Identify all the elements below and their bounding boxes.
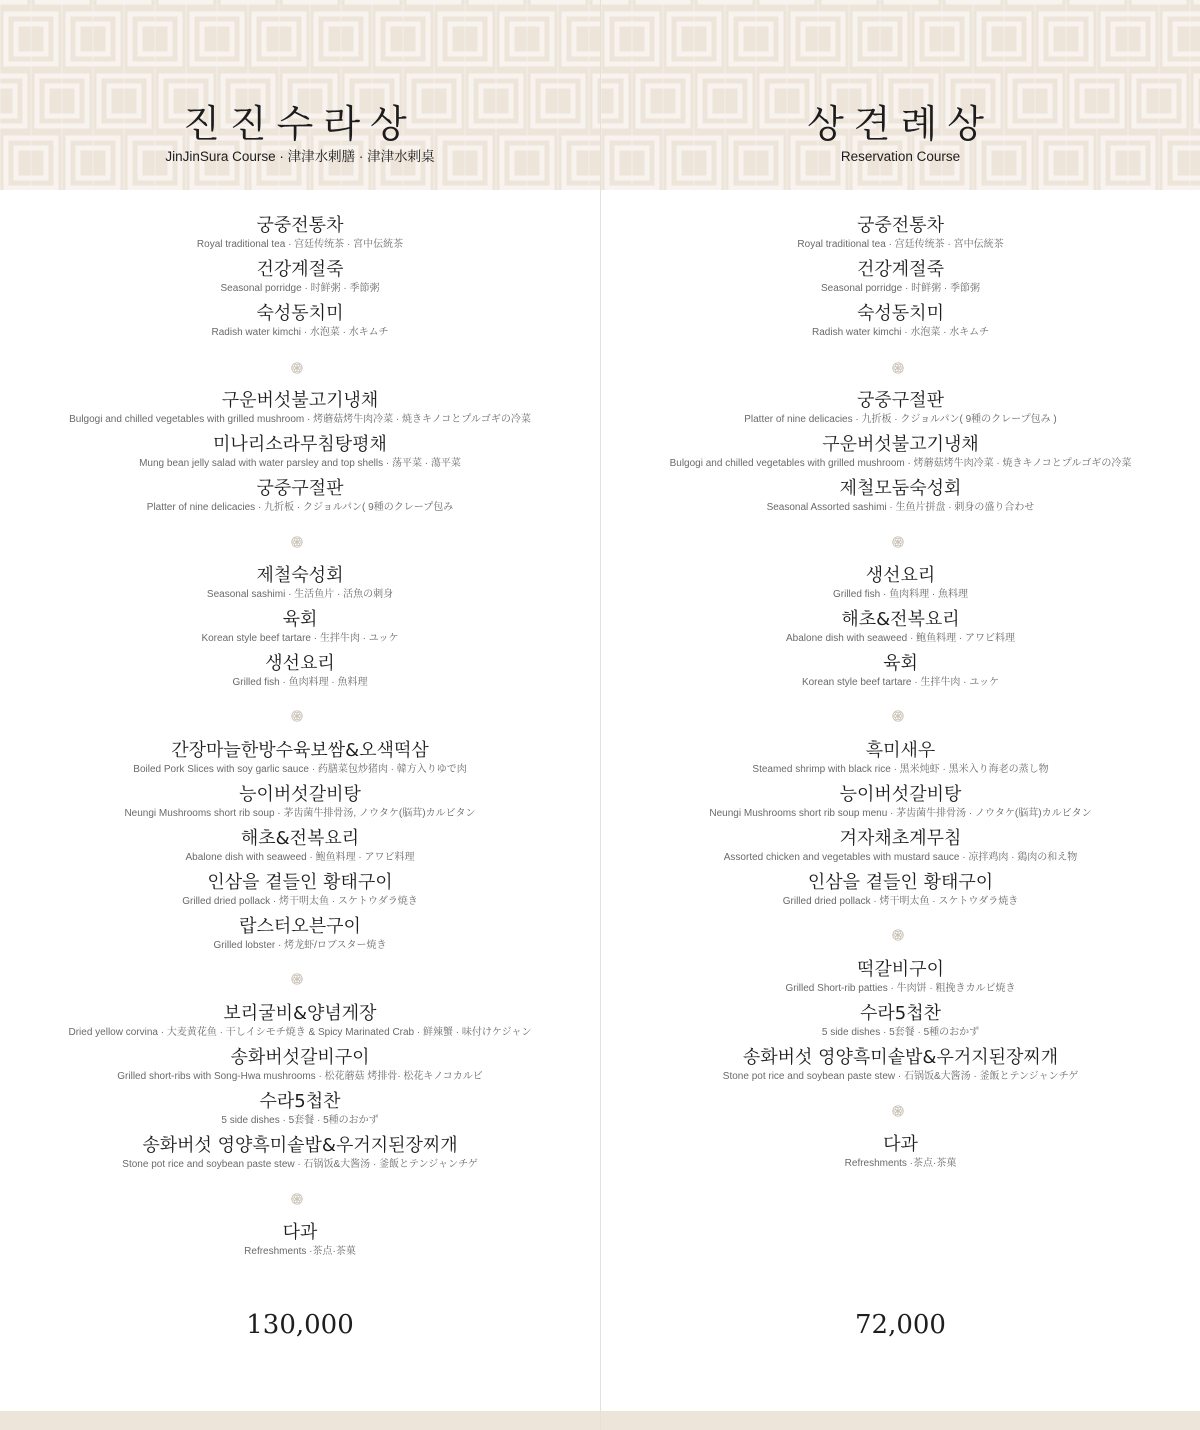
lattice-header [601, 0, 1200, 190]
menu-item [601, 872, 1200, 908]
divider-flower-icon [291, 710, 303, 722]
menu-item [0, 653, 600, 689]
dish-description: Platter of nine delicacies · 九折板 · クジョルパン( 9種のクレープ包み ) [744, 414, 1057, 425]
dish-name-ko: 송화버섯 영양흑미솥밥&우거지된장찌개 [142, 1135, 458, 1156]
dish-description: Radish water kimchi · 水泡菜 · 水キムチ [812, 327, 989, 338]
dish-description: Dried yellow corvina · 大麦黄花鱼 · 干しイシモチ焼き & Spicy Marinated Crab · 鲜辣蟹 · 味付けケジャン [68, 1027, 532, 1038]
dish-name-ko: 구운버섯불고기냉채 [221, 390, 379, 411]
dish-name-ko: 송화버섯갈비구이 [230, 1047, 370, 1068]
menu-item [0, 390, 600, 426]
menu-item [601, 740, 1200, 776]
dish-name-ko: 흑미새우 [865, 740, 936, 761]
menu-item [0, 872, 600, 908]
menu-item [601, 434, 1200, 470]
dish-description: Korean style beef tartare · 生拌牛肉 · ユッケ [801, 677, 1000, 688]
dish-description: 5 side dishes · 5套餐 · 5種のおかず [221, 1115, 379, 1126]
dish-description: Grilled dried pollack · 烤干明太鱼 · スケトウダラ焼き [782, 896, 1019, 907]
dish-description: Platter of nine delicacies · 九折板 · クジョルパン( 9種のクレープ包み [146, 502, 454, 513]
dish-description: Refreshments ·茶点·茶菓 [244, 1246, 356, 1257]
menu-item [0, 828, 600, 864]
menu-item [601, 478, 1200, 514]
menu-item [601, 1134, 1200, 1170]
dish-description: Steamed shrimp with black rice · 黑米炖虾 · 黑米入り海老の蒸し物 [752, 764, 1049, 775]
dish-name-ko: 궁중구절판 [857, 390, 944, 411]
dish-description: Grilled fish · 鱼肉料理 · 魚料理 [832, 589, 968, 600]
menu-item [0, 1135, 600, 1171]
dish-description: Bulgogi and chilled vegetables with grilled mushroom · 烤蘑菇烤牛肉冷菜 · 焼きキノコとプルゴギの冷菜 [69, 414, 531, 425]
dish-name-ko: 해초&전복요리 [841, 609, 960, 630]
dish-description: Bulgogi and chilled vegetables with grilled mushroom · 烤蘑菇烤牛肉冷菜 · 焼きキノコとプルゴギの冷菜 [669, 458, 1132, 469]
dish-description: Mung bean jelly salad with water parsley and top shells · 荡平菜 · 蕩平菜 [139, 458, 461, 469]
dish-description: Korean style beef tartare · 生拌牛肉 · ユッケ [201, 633, 399, 644]
menu-item [601, 959, 1200, 995]
dish-name-ko: 다과 [282, 1222, 318, 1243]
dish-name-ko: 능이버섯갈비탕 [839, 784, 962, 805]
dish-name-ko: 궁중전통차 [857, 215, 944, 236]
dish-description: Grilled short-ribs with Song-Hwa mushrooms · 松花蘑菇 烤排骨· 松花キノコカルビ [117, 1071, 483, 1082]
lattice-header [0, 0, 600, 190]
dish-description: Abalone dish with seaweed · 鲍鱼料理 · アワビ料理 [786, 633, 1015, 644]
dish-description: Neungi Mushrooms short rib soup · 茅齿菌牛排骨汤, ノウタケ(脳茸)カルビタン [124, 808, 476, 819]
dish-name-ko: 육회 [883, 653, 918, 674]
menu-item [601, 303, 1200, 339]
dish-description: Radish water kimchi · 水泡菜 · 水キムチ [211, 327, 389, 338]
menu-item [0, 1222, 600, 1258]
dish-name-ko: 제철모둠숙성회 [839, 478, 962, 499]
dish-name-ko: 육회 [282, 609, 318, 630]
course-price: 72,000 [855, 1310, 946, 1340]
dish-name-ko: 미나리소라무침탕평채 [213, 434, 387, 455]
dish-description: Seasonal porridge · 时鲜粥 · 季節粥 [220, 283, 380, 294]
menu-item [0, 1003, 600, 1039]
dish-name-ko: 수라5첩찬 [259, 1091, 341, 1112]
dish-name-ko: 보리굴비&양념게장 [223, 1003, 377, 1024]
divider-flower-icon [291, 973, 303, 985]
menu-item [601, 828, 1200, 864]
dish-description: Grilled fish · 鱼肉料理 · 魚料理 [232, 677, 368, 688]
dish-description: Royal traditional tea · 宫廷传统茶 · 宮中伝統茶 [797, 239, 1004, 250]
dish-name-ko: 건강계절죽 [256, 259, 344, 280]
menu-item [601, 215, 1200, 251]
menu-item [601, 390, 1200, 426]
menu-item [0, 303, 600, 339]
course-title: 상견례상 [807, 102, 994, 146]
divider-flower-icon [291, 536, 303, 548]
dish-name-ko: 생선요리 [265, 653, 335, 674]
dish-name-ko: 인삼을 곁들인 황태구이 [807, 872, 994, 893]
dish-description: Neungi Mushrooms short rib soup menu · 茅齿菌牛排骨汤 · ノウタケ(脳茸)カルビタン [709, 808, 1092, 819]
footer-band [0, 1411, 600, 1430]
dish-name-ko: 구운버섯불고기냉채 [822, 434, 979, 455]
dish-name-ko: 능이버섯갈비탕 [239, 784, 361, 805]
divider-flower-icon [892, 536, 904, 548]
dish-name-ko: 건강계절죽 [857, 259, 944, 280]
course-price: 130,000 [246, 1310, 354, 1340]
dish-name-ko: 궁중구절판 [256, 478, 344, 499]
dish-description: Seasonal porridge · 时鲜粥 · 季節粥 [821, 283, 980, 294]
menu-item [601, 565, 1200, 601]
dish-description: Stone pot rice and soybean paste stew · 石锅饭&大酱汤 · 釜飯とテンジャンチゲ [122, 1159, 478, 1170]
dish-description: Refreshments ·茶点·茶菓 [844, 1158, 957, 1169]
menu-panel-reservation [600, 0, 1200, 1430]
dish-name-ko: 겨자채초계무침 [839, 828, 962, 849]
dish-description: 5 side dishes · 5套餐 · 5種のおかず [821, 1027, 980, 1038]
menu-item [601, 609, 1200, 645]
menu-item [0, 916, 600, 952]
menu-item [0, 740, 600, 776]
divider-flower-icon [291, 1193, 303, 1205]
course-subtitle: JinJinSura Course · 津津水剌膳 · 津津水剌桌 [165, 149, 435, 164]
dish-description: Assorted chicken and vegetables with mustard sauce · 凉拌鸡肉 · 鶏肉の和え物 [723, 852, 1078, 863]
dish-name-ko: 수라5첩찬 [859, 1003, 941, 1024]
dish-description: Boiled Pork Slices with soy garlic sauce · 药膳菜包炒猪肉 · 韓方入りゆで肉 [133, 764, 467, 775]
dish-name-ko: 해초&전복요리 [240, 828, 360, 849]
dish-name-ko: 떡갈비구이 [857, 959, 944, 980]
dish-description: Abalone dish with seaweed · 鲍鱼料理 · アワビ料理 [185, 852, 415, 863]
dish-description: Stone pot rice and soybean paste stew · 石锅饭&大酱汤 · 釜飯とテンジャンチゲ [722, 1071, 1079, 1082]
menu-item [0, 478, 600, 514]
menu-item [0, 215, 600, 251]
divider-flower-icon [892, 710, 904, 722]
divider-flower-icon [892, 1105, 904, 1117]
divider-flower-icon [892, 362, 904, 374]
dish-description: Royal traditional tea · 宫廷传统茶 · 宮中伝統茶 [196, 239, 404, 250]
menu-item [601, 653, 1200, 689]
menu-item [601, 1003, 1200, 1039]
footer-band [601, 1411, 1200, 1430]
dish-name-ko: 생선요리 [865, 565, 936, 586]
menu-item [0, 565, 600, 601]
dish-name-ko: 궁중전통차 [256, 215, 344, 236]
dish-name-ko: 숙성동치미 [256, 303, 344, 324]
dish-name-ko: 랍스터오븐구이 [239, 916, 361, 937]
divider-flower-icon [892, 929, 904, 941]
menu-item [0, 609, 600, 645]
menu-item [0, 259, 600, 295]
dish-description: Grilled Short-rib patties · 牛肉饼 · 粗挽きカルビ焼き [785, 983, 1016, 994]
dish-name-ko: 송화버섯 영양흑미솥밥&우거지된장찌개 [742, 1047, 1059, 1068]
menu-item [601, 784, 1200, 820]
dish-name-ko: 숙성동치미 [857, 303, 944, 324]
menu-item [601, 1047, 1200, 1083]
divider-flower-icon [291, 362, 303, 374]
dish-description: Seasonal Assorted sashimi · 生鱼片拼盘 · 刺身の盛り合わせ [766, 502, 1035, 513]
menu-item [0, 1047, 600, 1083]
menu-item [0, 434, 600, 470]
dish-description: Seasonal sashimi · 生活鱼片 · 活魚の刺身 [206, 589, 394, 600]
menu-item [0, 1091, 600, 1127]
course-subtitle: Reservation Course [840, 149, 961, 164]
course-title: 진진수라상 [183, 102, 417, 146]
menu-item [0, 784, 600, 820]
dish-name-ko: 제철숙성회 [256, 565, 344, 586]
menu-item [601, 259, 1200, 295]
dish-name-ko: 다과 [883, 1134, 918, 1155]
dish-name-ko: 간장마늘한방수육보쌈&오색떡삼 [171, 740, 429, 761]
dish-description: Grilled dried pollack · 烤干明太鱼 · スケトウダラ焼き [182, 896, 418, 907]
dish-description: Grilled lobster · 烤龙虾/ロブスター焼き [213, 940, 387, 951]
dish-name-ko: 인삼을 곁들인 황태구이 [207, 872, 393, 893]
